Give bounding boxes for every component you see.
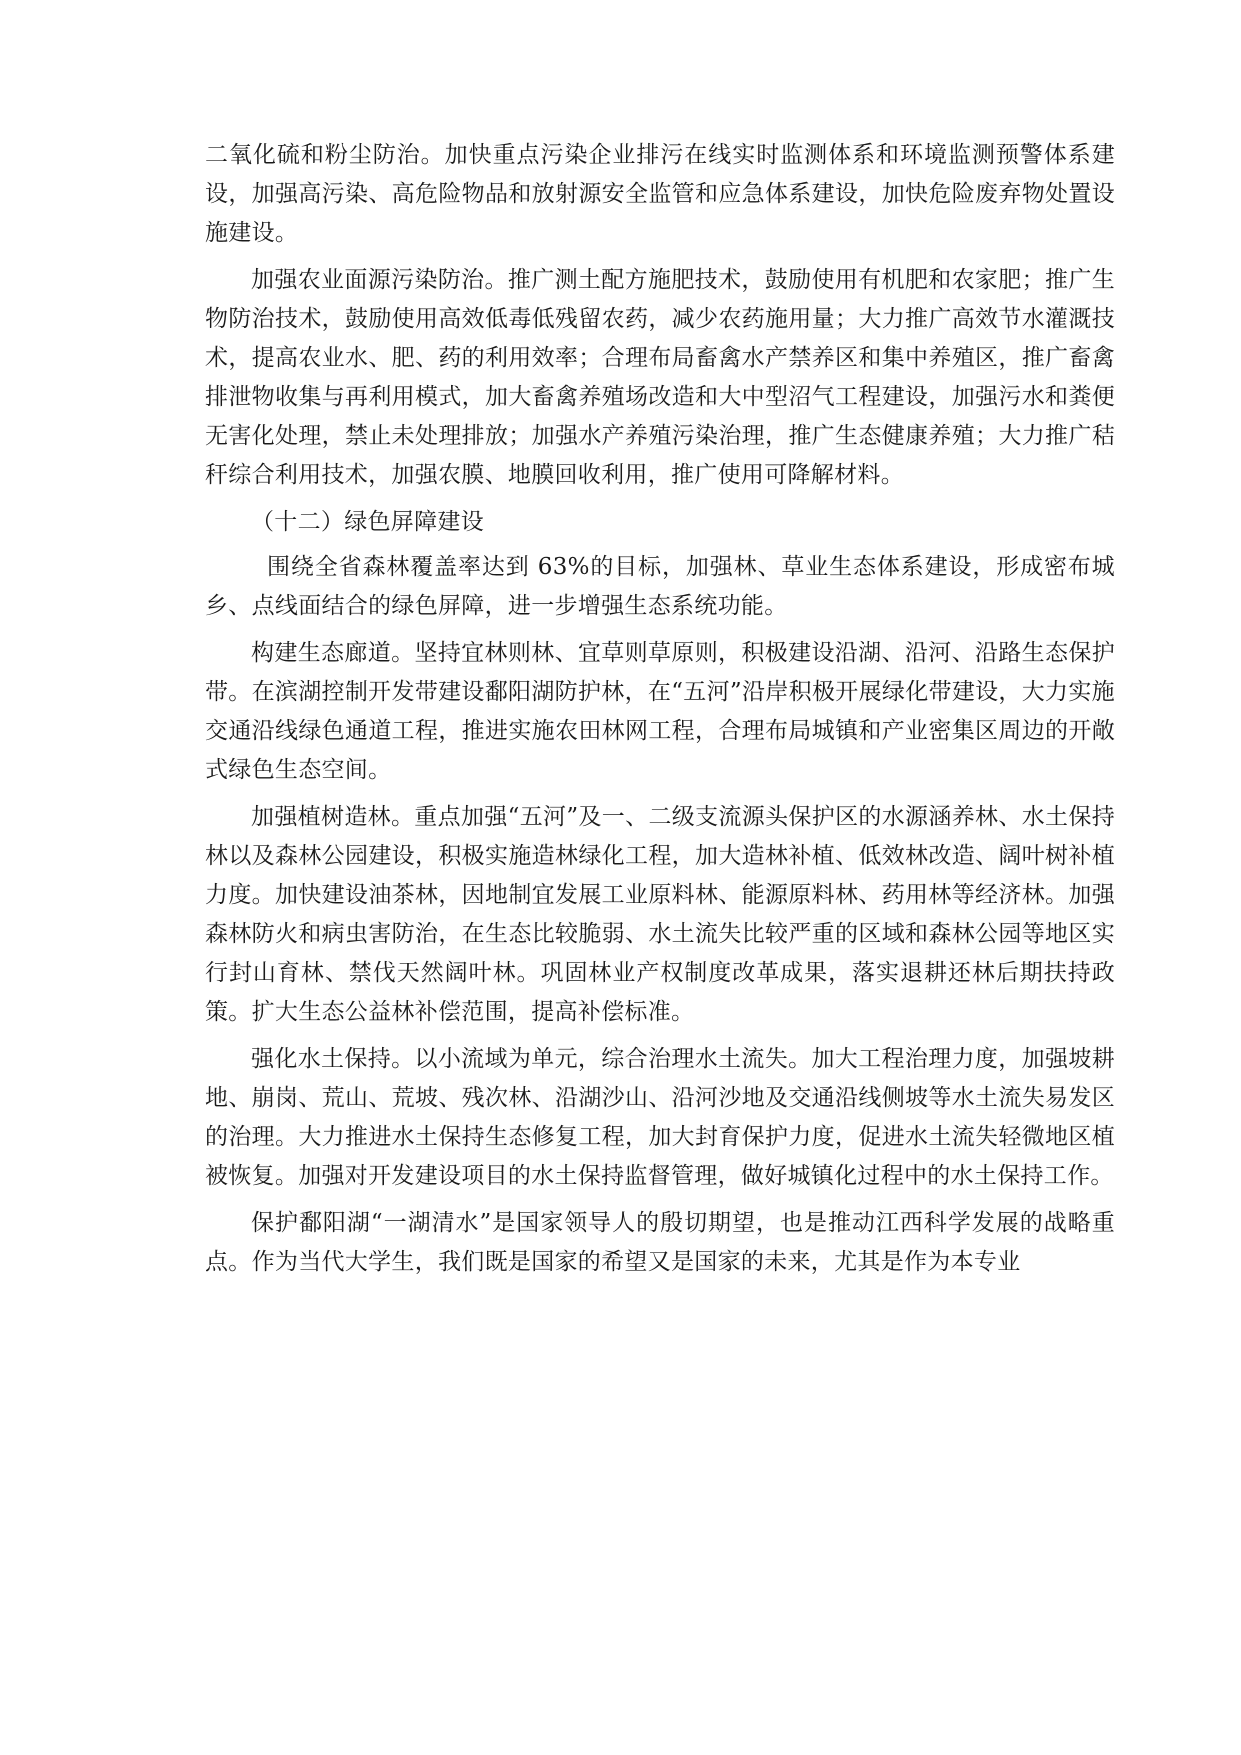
paragraph-forest-coverage-goal: 围绕全省森林覆盖率达到 63%的目标，加强林、草业生态体系建设，形成密布城乡、点线面结合的绿色屏障，进一步增强生态系统功能。 xyxy=(205,554,1115,619)
paragraph-ecological-corridor: 构建生态廊道。坚持宜林则林、宜草则草原则，积极建设沿湖、沿河、沿路生态保护带。在滨湖控制开发带建设鄱阳湖防护林，在“五河”沿岸积极开展绿化带建设，大力实施交通沿线绿色通道工程，推进实施农田林网工程，合理布局城镇和产业密集区周边的开敞式绿色生态空间。 xyxy=(205,640,1115,783)
paragraph-soil-conservation: 强化水土保持。以小流域为单元，综合治理水土流失。加大工程治理力度，加强坡耕地、崩岗、荒山、荒坡、残次林、沿湖沙山、沿河沙地及交通沿线侧坡等水土流失易发区的治理。大力推进水土保持生态修复工程，加大封育保护力度，促进水土流失轻微地区植被恢复。加强对开发建设项目的水土保持监督管理，做好城镇化过程中的水土保持工作。 xyxy=(205,1046,1115,1189)
paragraph-agricultural-pollution: 加强农业面源污染防治。推广测土配方施肥技术，鼓励使用有机肥和农家肥；推广生物防治技术，鼓励使用高效低毒低残留农药，减少农药施用量；大力推广高效节水灌溉技术，提高农业水、肥、药的利用效率；合理布局畜禽水产禁养区和集中养殖区，推广畜禽排泄物收集与再利用模式，加大畜禽养殖场改造和大中型沼气工程建设，加强污水和粪便无害化处理，禁止未处理排放；加强水产养殖污染治理，推广生态健康养殖；大力推广秸秆综合利用技术，加强农膜、地膜回收利用，推广使用可降解材料。 xyxy=(205,267,1115,488)
document-page xyxy=(205,136,1115,1290)
section-heading-green-barrier: （十二）绿色屏障建设 xyxy=(251,509,484,535)
paragraph-pollution-control: 二氧化硫和粉尘防治。加快重点污染企业排污在线实时监测体系和环境监测预警体系建设，加强高污染、高危险物品和放射源安全监管和应急体系建设，加快危险废弃物处置设施建设。 xyxy=(205,142,1115,246)
paragraph-poyang-lake-protection: 保护鄱阳湖“一湖清水”是国家领导人的殷切期望，也是推动江西科学发展的战略重点。作为当代大学生，我们既是国家的希望又是国家的未来，尤其是作为本专业 xyxy=(205,1210,1115,1275)
paragraph-afforestation: 加强植树造林。重点加强“五河”及一、二级支流源头保护区的水源涵养林、水土保持林以及森林公园建设，积极实施造林绿化工程，加大造林补植、低效林改造、阔叶树补植力度。加快建设油茶林，因地制宜发展工业原料林、能源原料林、药用林等经济林。加强森林防火和病虫害防治，在生态比较脆弱、水土流失比较严重的区域和森林公园等地区实行封山育林、禁伐天然阔叶林。巩固林业产权制度改革成果，落实退耕还林后期扶持政策。扩大生态公益林补偿范围，提高补偿标准。 xyxy=(205,804,1115,1025)
